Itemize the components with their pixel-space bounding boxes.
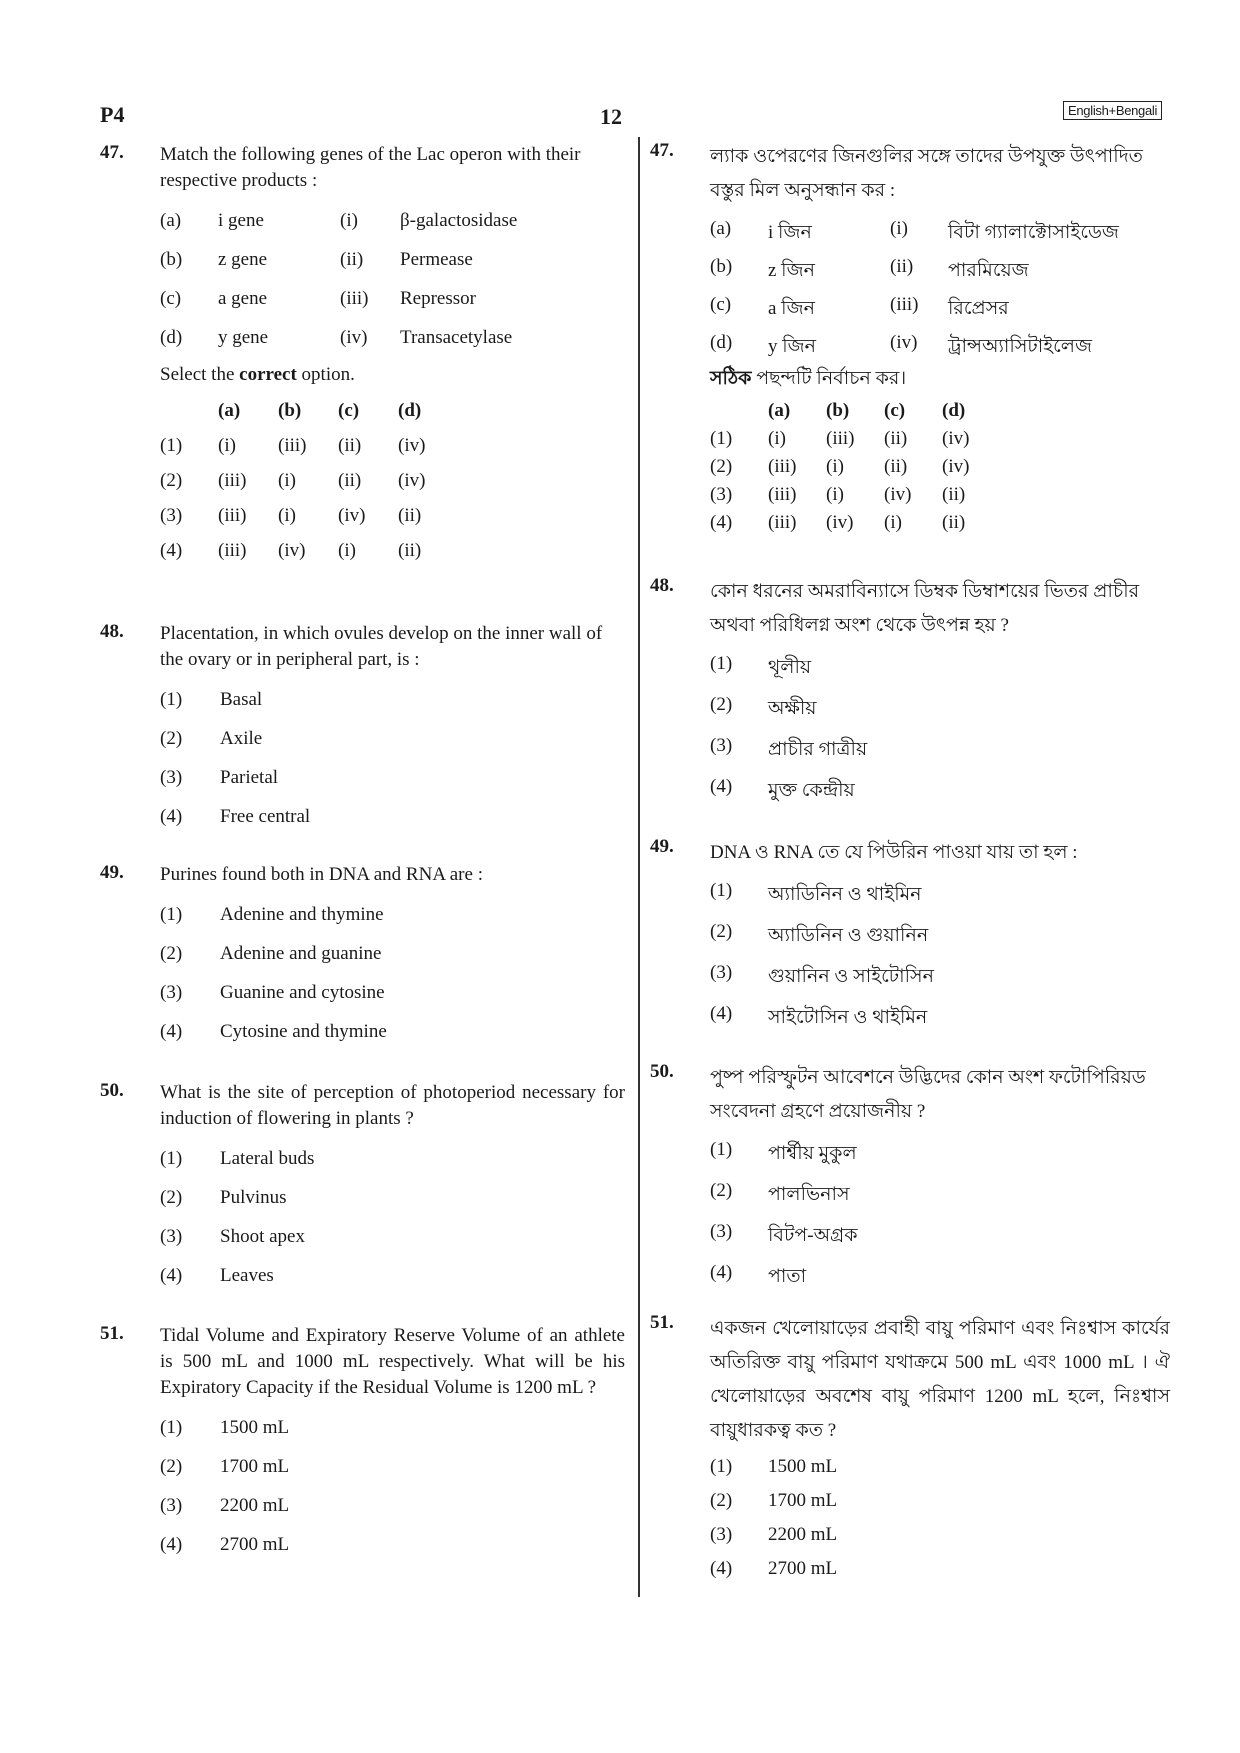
option-text: Leaves xyxy=(220,1265,274,1286)
question-number: 49. xyxy=(650,836,674,857)
option-number: (1) xyxy=(160,689,183,710)
match-table xyxy=(100,202,625,358)
option-number: (3) xyxy=(710,735,733,756)
grid-d: (iv) xyxy=(942,428,970,449)
option xyxy=(650,1254,1170,1295)
grid-option-number: (3) xyxy=(710,484,733,505)
match-roman: (i) xyxy=(340,210,358,231)
grid-b: (i) xyxy=(826,456,844,477)
question-number: 48. xyxy=(100,621,124,642)
option-text: মুক্ত কেন্দ্রীয় xyxy=(768,780,855,801)
grid-head-d: (d) xyxy=(398,400,422,421)
grid-option-number: (4) xyxy=(710,512,733,533)
option-number: (4) xyxy=(710,1262,733,1283)
answer-grid xyxy=(100,396,625,571)
grid-row xyxy=(650,452,1170,480)
option xyxy=(100,1140,625,1179)
match-item: i জিন xyxy=(768,222,812,243)
option xyxy=(100,1409,625,1448)
match-roman: (iii) xyxy=(890,294,919,315)
option-number: (4) xyxy=(710,776,733,797)
option-number: (4) xyxy=(160,1021,183,1042)
option-text: Parietal xyxy=(220,767,279,788)
option-text: 1700 mL xyxy=(768,1490,838,1511)
match-product: Transacetylase xyxy=(400,327,513,348)
grid-row xyxy=(650,424,1170,452)
option-text: 2700 mL xyxy=(768,1558,838,1579)
question-number: 51. xyxy=(100,1323,124,1344)
option-number: (2) xyxy=(710,1180,733,1201)
option-number: (3) xyxy=(160,982,183,1003)
match-roman: (ii) xyxy=(340,249,364,270)
option-number: (4) xyxy=(160,806,183,827)
question-number: 50. xyxy=(100,1080,124,1101)
grid-c: (i) xyxy=(338,540,356,561)
question-49-en xyxy=(100,862,625,1052)
match-product: বিটা গ্যালাক্টোসাইডেজ xyxy=(948,222,1119,243)
option xyxy=(650,954,1170,995)
match-row xyxy=(100,241,625,280)
option-number: (2) xyxy=(710,694,733,715)
grid-row xyxy=(100,501,625,536)
grid-c: (iv) xyxy=(338,505,366,526)
option-text: 1500 mL xyxy=(768,1456,838,1477)
select-bold: correct xyxy=(239,364,297,385)
match-row xyxy=(100,280,625,319)
match-letter: (a) xyxy=(710,218,732,239)
match-letter: (c) xyxy=(710,294,732,315)
match-product: ট্রান্সঅ্যাসিটাইলেজ xyxy=(948,336,1092,357)
question-text: ল্যাক ওপেরণের জিনগুলির সঙ্গে তাদের উপযুক্ত উৎপাদিত বস্তুর মিল অনুসন্ধান কর : xyxy=(710,146,1143,201)
option-text: অক্ষীয় xyxy=(768,698,817,719)
match-row xyxy=(100,319,625,358)
option xyxy=(100,896,625,935)
grid-a: (iii) xyxy=(218,540,247,561)
grid-option-number: (3) xyxy=(160,505,183,526)
option xyxy=(650,995,1170,1036)
grid-a: (i) xyxy=(768,428,786,449)
grid-option-number: (1) xyxy=(710,428,733,449)
option-number: (3) xyxy=(710,1524,733,1545)
grid-d: (ii) xyxy=(398,540,422,561)
question-text: What is the site of perception of photoperiod necessary for induction of flowering in plants ? xyxy=(160,1082,625,1129)
option-number: (2) xyxy=(710,921,733,942)
grid-c: (ii) xyxy=(884,428,908,449)
option-text: গুয়ানিন ও সাইটোসিন xyxy=(768,966,934,987)
question-text: পুষ্প পরিস্ফুটন আবেশনে উদ্ভিদের কোন অংশ ফটোপিরিয়ড সংবেদনা গ্রহণে প্রয়োজনীয় ? xyxy=(710,1067,1146,1122)
option xyxy=(650,913,1170,954)
option xyxy=(650,1516,1170,1550)
option-text: 2200 mL xyxy=(768,1524,838,1545)
grid-c: (ii) xyxy=(338,435,362,456)
option-number: (1) xyxy=(160,1417,183,1438)
page-number: 12 xyxy=(600,104,622,129)
option xyxy=(100,1487,625,1526)
question-number: 51. xyxy=(650,1312,674,1333)
option-text: অ্যাডিনিন ও গুয়ানিন xyxy=(768,925,929,946)
grid-b: (iv) xyxy=(826,512,854,533)
option-number: (2) xyxy=(710,1490,733,1511)
option xyxy=(100,1179,625,1218)
option xyxy=(650,686,1170,727)
match-row xyxy=(650,286,1170,324)
option-number: (4) xyxy=(160,1534,183,1555)
grid-d: (iv) xyxy=(942,456,970,477)
grid-option-number: (1) xyxy=(160,435,183,456)
option-text: 1500 mL xyxy=(220,1417,290,1438)
match-roman: (ii) xyxy=(890,256,914,277)
grid-option-number: (4) xyxy=(160,540,183,561)
option xyxy=(100,935,625,974)
question-text: Placentation, in which ovules develop on the inner wall of the ovary or in peripheral part, is : xyxy=(160,623,603,670)
grid-c: (iv) xyxy=(884,484,912,505)
option-text: 2200 mL xyxy=(220,1495,290,1516)
option-number: (2) xyxy=(160,728,183,749)
grid-c: (ii) xyxy=(884,456,908,477)
option xyxy=(650,1482,1170,1516)
option-number: (3) xyxy=(710,1221,733,1242)
match-item: y জিন xyxy=(768,336,817,357)
option-number: (4) xyxy=(710,1003,733,1024)
match-roman: (iv) xyxy=(340,327,368,348)
grid-b: (iii) xyxy=(826,428,855,449)
match-product: Permease xyxy=(400,249,473,270)
option-text: পাতা xyxy=(768,1266,807,1287)
option xyxy=(100,1526,625,1565)
question-50-bn xyxy=(650,1061,1170,1295)
grid-header xyxy=(100,396,625,431)
option xyxy=(650,1213,1170,1254)
option-text: সাইটোসিন ও থাইমিন xyxy=(768,1007,928,1028)
option-text: Adenine and thymine xyxy=(220,904,384,925)
option-number: (1) xyxy=(710,880,733,901)
match-letter: (c) xyxy=(160,288,182,309)
match-product: Repressor xyxy=(400,288,476,309)
grid-a: (iii) xyxy=(768,512,797,533)
match-roman: (iii) xyxy=(340,288,369,309)
question-51-bn xyxy=(650,1312,1170,1584)
option-number: (2) xyxy=(160,943,183,964)
option-number: (1) xyxy=(710,1139,733,1160)
grid-head-a: (a) xyxy=(218,400,241,421)
grid-row xyxy=(100,431,625,466)
option xyxy=(100,759,625,798)
option-number: (4) xyxy=(710,1558,733,1579)
match-row xyxy=(650,324,1170,362)
grid-d: (ii) xyxy=(942,512,966,533)
match-product: রিপ্রেসর xyxy=(948,298,1009,319)
option xyxy=(650,1448,1170,1482)
paper-code: P4 xyxy=(100,102,125,127)
question-text: একজন খেলোয়াড়ের প্রবাহী বায়ু পরিমাণ এবং নিঃশ্বাস কার্যের অতিরিক্ত বায়ু পরিমাণ যথাক্রমে 500 mL এবং 1000 mL । ঐ খেলোয়াড়ের অবশেষ বায়ু পরিমাণ 1200 mL হলে, নিঃশ্বাস বায়ুধারকত্ব কত ? xyxy=(710,1318,1170,1441)
grid-c: (ii) xyxy=(338,470,362,491)
grid-a: (iii) xyxy=(218,505,247,526)
grid-d: (iv) xyxy=(398,470,426,491)
match-table xyxy=(650,210,1170,362)
option xyxy=(100,681,625,720)
option xyxy=(100,1013,625,1052)
grid-d: (ii) xyxy=(942,484,966,505)
grid-a: (iii) xyxy=(218,470,247,491)
question-text: Match the following genes of the Lac operon with their respective products : xyxy=(160,144,581,191)
option-text: Free central xyxy=(220,806,311,827)
match-row xyxy=(650,248,1170,286)
select-instruction xyxy=(710,362,1170,396)
option-number: (3) xyxy=(160,767,183,788)
question-47-en xyxy=(100,142,625,571)
match-item: a gene xyxy=(218,288,268,309)
option xyxy=(650,1131,1170,1172)
grid-head-b: (b) xyxy=(278,400,302,421)
match-letter: (b) xyxy=(710,256,733,277)
match-item: z gene xyxy=(218,249,268,270)
grid-b: (i) xyxy=(826,484,844,505)
option xyxy=(100,720,625,759)
grid-option-number: (2) xyxy=(160,470,183,491)
option-number: (3) xyxy=(160,1495,183,1516)
match-letter: (d) xyxy=(160,327,183,348)
grid-row xyxy=(650,508,1170,536)
match-item: y gene xyxy=(218,327,269,348)
option-text: Axile xyxy=(220,728,263,749)
grid-header xyxy=(650,396,1170,424)
column-divider xyxy=(638,137,640,1597)
grid-head-c: (c) xyxy=(338,400,360,421)
option xyxy=(650,1550,1170,1584)
option-number: (2) xyxy=(160,1187,183,1208)
question-49-bn xyxy=(650,836,1170,1036)
select-instruction xyxy=(160,358,625,396)
match-letter: (d) xyxy=(710,332,733,353)
question-number: 47. xyxy=(650,140,674,161)
option-number: (1) xyxy=(710,1456,733,1477)
match-roman: (iv) xyxy=(890,332,918,353)
grid-row xyxy=(650,480,1170,508)
question-text: Tidal Volume and Expiratory Reserve Volume of an athlete is 500 mL and 1000 mL respectively. What will be his Expiratory Capacity if the Residual Volume is 1200 mL ? xyxy=(160,1325,625,1398)
match-item: a জিন xyxy=(768,298,815,319)
question-48-en xyxy=(100,621,625,837)
option-number: (1) xyxy=(160,904,183,925)
option-text: 1700 mL xyxy=(220,1456,290,1477)
option-text: Basal xyxy=(220,689,263,710)
match-product: β-galactosidase xyxy=(400,210,518,231)
option-text: 2700 mL xyxy=(220,1534,290,1555)
option-text: Lateral buds xyxy=(220,1148,315,1169)
grid-head-d: (d) xyxy=(942,400,966,421)
question-50-en xyxy=(100,1080,625,1296)
grid-c: (i) xyxy=(884,512,902,533)
question-number: 48. xyxy=(650,575,674,596)
question-48-bn xyxy=(650,575,1170,809)
option-text: পার্শ্বীয় মুকুল xyxy=(768,1143,857,1164)
option-text: প্রাচীর গাত্রীয় xyxy=(768,739,868,760)
option xyxy=(100,1257,625,1296)
match-letter: (a) xyxy=(160,210,182,231)
option-text: Pulvinus xyxy=(220,1187,287,1208)
language-badge: English+Bengali xyxy=(1063,101,1162,120)
answer-grid xyxy=(650,396,1170,536)
grid-d: (iv) xyxy=(398,435,426,456)
select-pre: Select the xyxy=(160,364,240,385)
grid-head-b: (b) xyxy=(826,400,850,421)
question-text: কোন ধরনের অমরাবিন্যাসে ডিম্বক ডিম্বাশয়ের ভিতর প্রাচীর অথবা পরিধিলগ্ন অংশ থেকে উৎপন্ন হয় ? xyxy=(710,581,1140,636)
option-text: Cytosine and thymine xyxy=(220,1021,387,1042)
option-text: Shoot apex xyxy=(220,1226,305,1247)
option-text: বিটপ-অগ্রক xyxy=(768,1225,858,1246)
option xyxy=(100,1218,625,1257)
question-number: 50. xyxy=(650,1061,674,1082)
grid-b: (i) xyxy=(278,470,296,491)
grid-row xyxy=(100,466,625,501)
match-row xyxy=(650,210,1170,248)
grid-b: (iv) xyxy=(278,540,306,561)
match-item: i gene xyxy=(218,210,264,231)
match-row xyxy=(100,202,625,241)
select-post: option. xyxy=(296,364,355,385)
select-bold: সঠিক xyxy=(710,368,752,389)
question-number: 49. xyxy=(100,862,124,883)
grid-a: (iii) xyxy=(768,456,797,477)
question-text: Purines found both in DNA and RNA are : xyxy=(160,864,483,885)
question-number: 47. xyxy=(100,142,124,163)
match-product: পারমিয়েজ xyxy=(948,260,1029,281)
option-text: থূলীয় xyxy=(768,657,812,678)
grid-head-c: (c) xyxy=(884,400,906,421)
grid-a: (i) xyxy=(218,435,236,456)
option xyxy=(650,645,1170,686)
option-text: অ্যাডিনিন ও থাইমিন xyxy=(768,884,922,905)
option-number: (2) xyxy=(160,1456,183,1477)
question-text: DNA ও RNA তে যে পিউরিন পাওয়া যায় তা হল : xyxy=(710,842,1078,863)
option-number: (1) xyxy=(710,653,733,674)
match-item: z জিন xyxy=(768,260,815,281)
option xyxy=(650,768,1170,809)
grid-row xyxy=(100,536,625,571)
option-number: (4) xyxy=(160,1265,183,1286)
match-roman: (i) xyxy=(890,218,908,239)
option-number: (1) xyxy=(160,1148,183,1169)
option-text: Guanine and cytosine xyxy=(220,982,385,1003)
option xyxy=(100,798,625,837)
question-51-en xyxy=(100,1323,625,1565)
grid-d: (ii) xyxy=(398,505,422,526)
question-47-bn xyxy=(650,140,1170,536)
option xyxy=(650,872,1170,913)
option-number: (3) xyxy=(160,1226,183,1247)
option xyxy=(100,1448,625,1487)
grid-a: (iii) xyxy=(768,484,797,505)
option xyxy=(100,974,625,1013)
select-post: পছন্দটি নির্বাচন কর। xyxy=(751,368,907,389)
option-text: পালভিনাস xyxy=(768,1184,850,1205)
grid-b: (i) xyxy=(278,505,296,526)
grid-head-a: (a) xyxy=(768,400,791,421)
grid-option-number: (2) xyxy=(710,456,733,477)
grid-b: (iii) xyxy=(278,435,307,456)
option xyxy=(650,727,1170,768)
option xyxy=(650,1172,1170,1213)
match-letter: (b) xyxy=(160,249,183,270)
option-text: Adenine and guanine xyxy=(220,943,382,964)
option-number: (3) xyxy=(710,962,733,983)
